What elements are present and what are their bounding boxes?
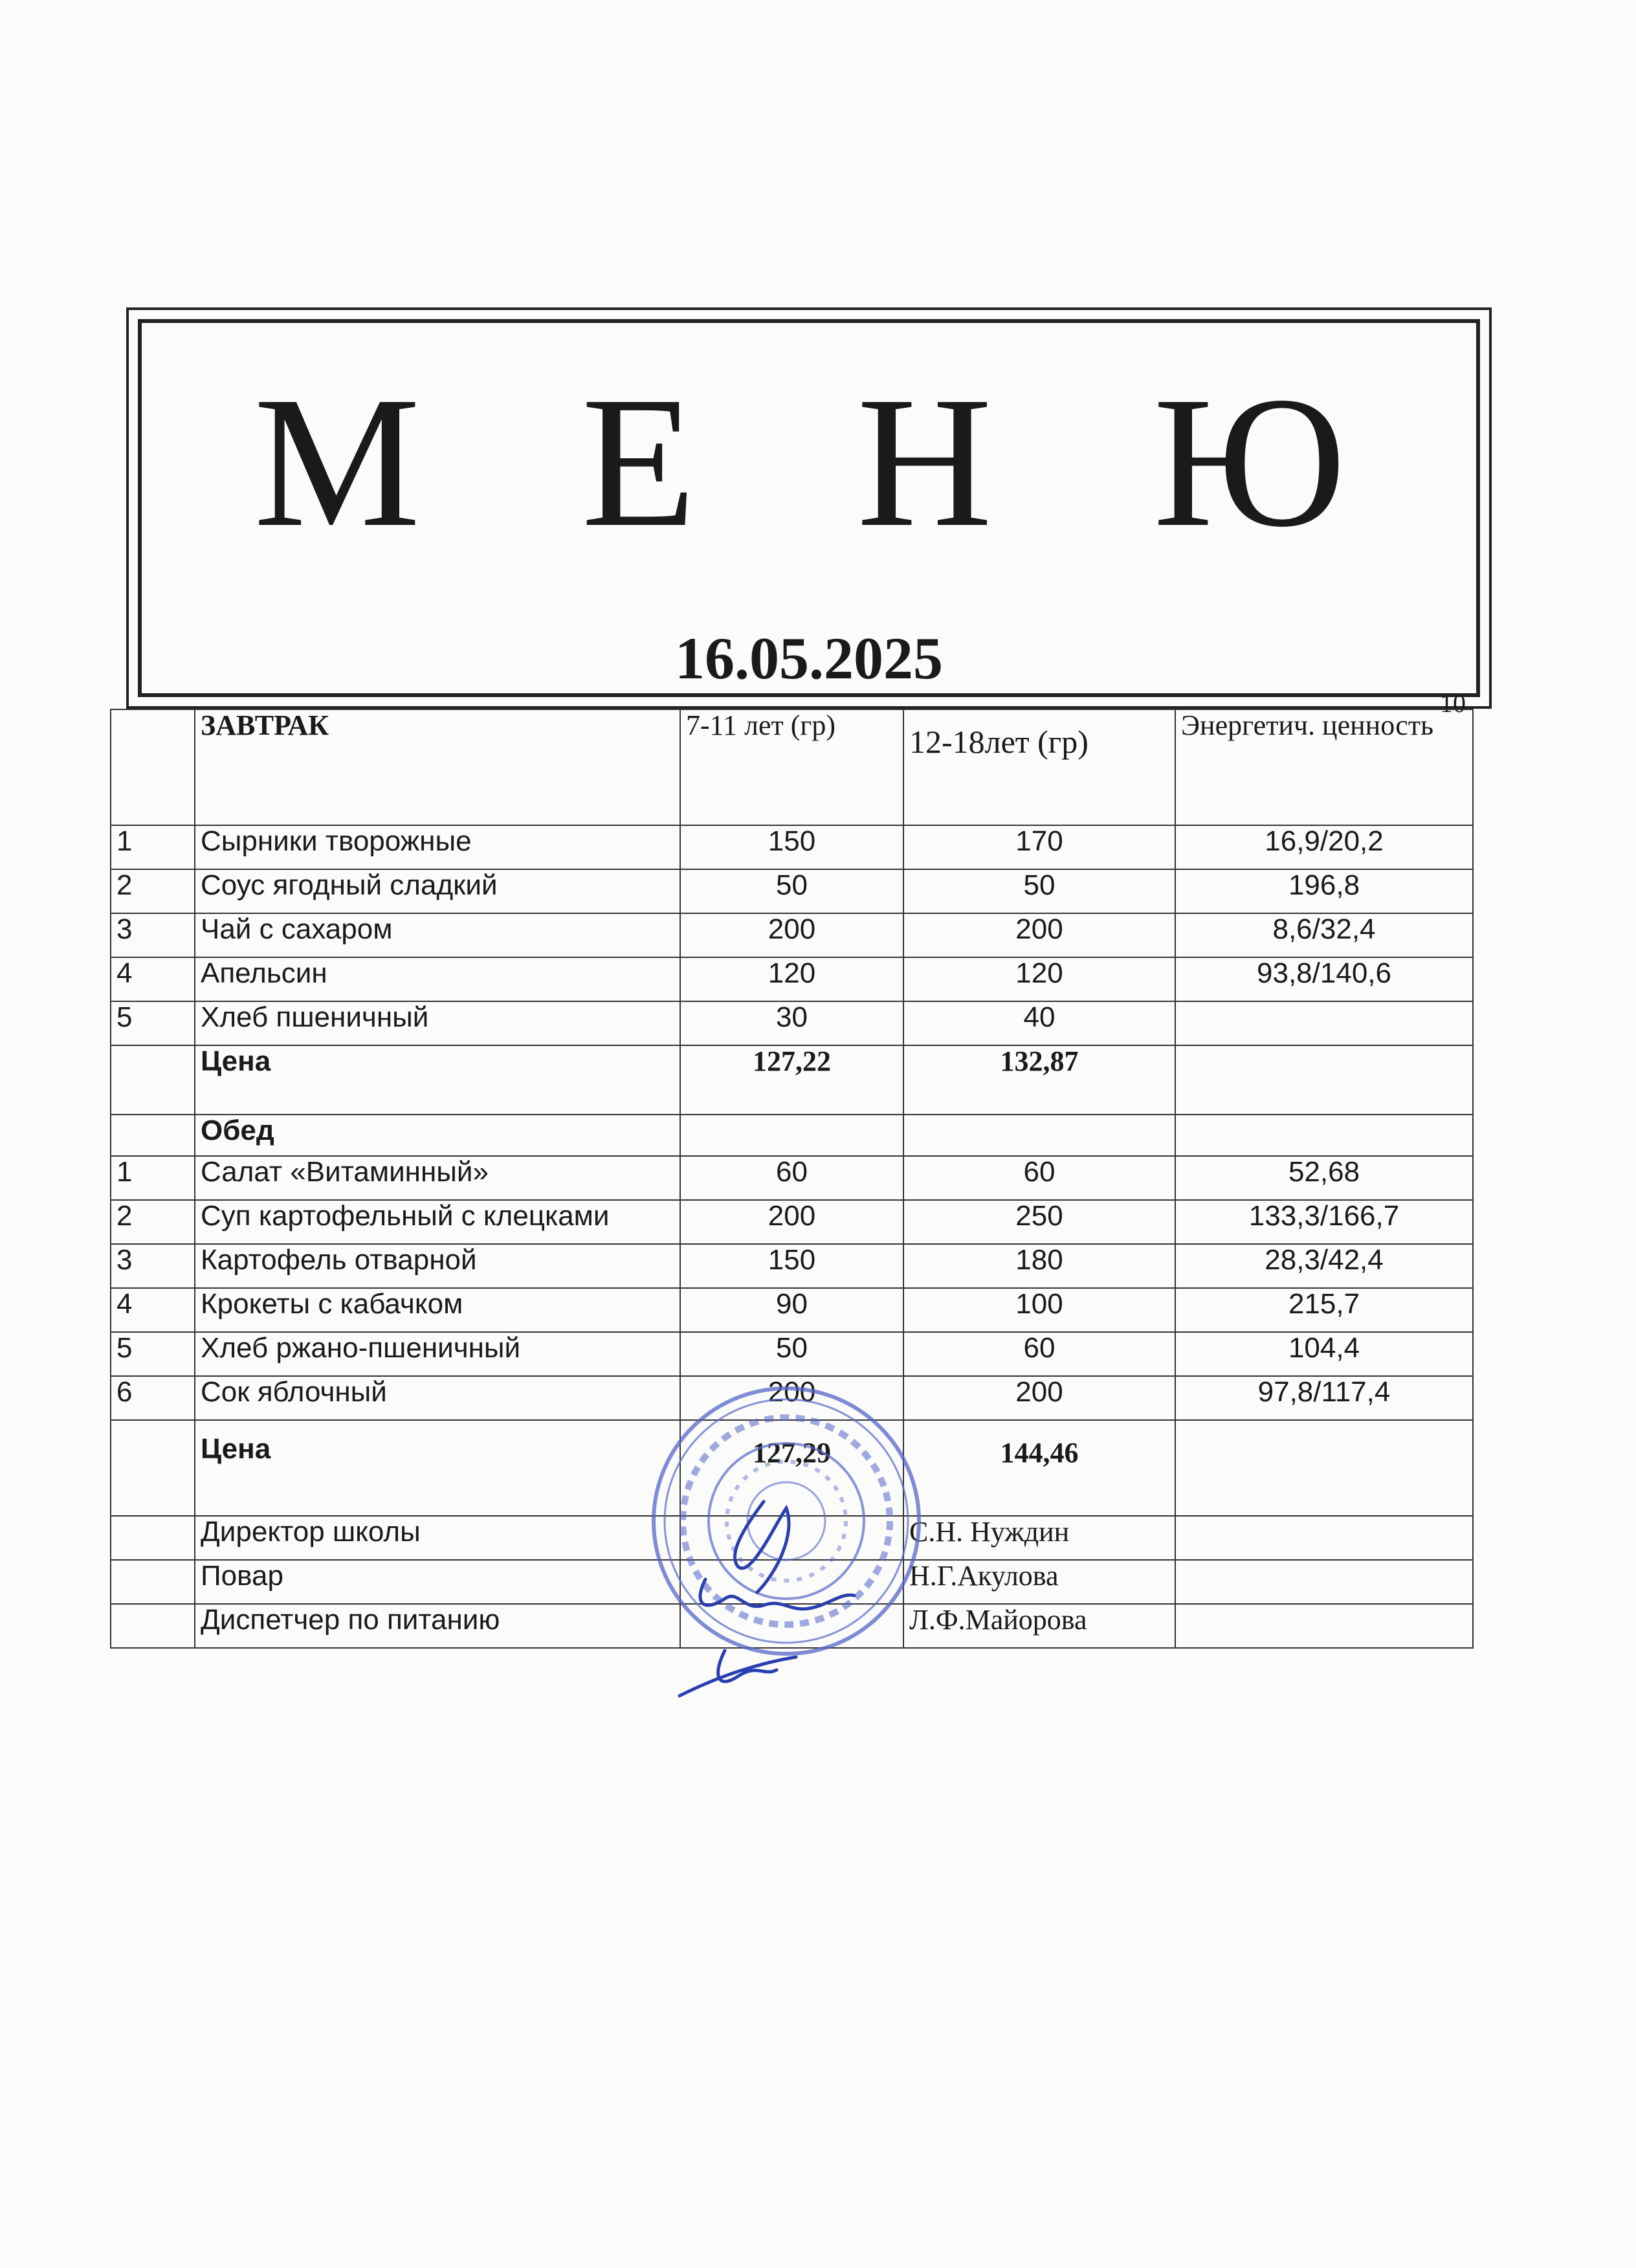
item-portion-12-18: 100	[903, 1288, 1175, 1332]
table-row	[111, 1244, 1473, 1288]
item-energy: 93,8/140,6	[1175, 957, 1473, 1001]
price-12-18: 132,87	[903, 1045, 1175, 1115]
item-portion-7-11: 150	[680, 1244, 903, 1288]
table-row	[111, 1288, 1473, 1332]
signature-role: Повар	[195, 1560, 680, 1604]
item-portion-12-18: 60	[903, 1156, 1175, 1200]
column-header-age-7-11: 7-11 лет (гр)	[680, 709, 903, 825]
signature-role: Директор школы	[195, 1516, 680, 1560]
item-portion-12-18: 50	[903, 869, 1175, 913]
item-portion-7-11: 200	[680, 913, 903, 957]
item-number: 2	[111, 869, 195, 913]
empty-cell	[111, 1420, 195, 1516]
empty-cell	[111, 1115, 195, 1156]
item-portion-7-11: 60	[680, 1156, 903, 1200]
item-portion-7-11: 200	[680, 1376, 903, 1420]
breakfast-price-row	[111, 1045, 1473, 1115]
menu-table	[110, 709, 1474, 1649]
item-name: Крокеты с кабачком	[195, 1288, 680, 1332]
item-portion-12-18: 200	[903, 913, 1175, 957]
item-number: 6	[111, 1376, 195, 1420]
empty-cell	[680, 1115, 903, 1156]
lunch-header: Обед	[195, 1115, 680, 1156]
item-name: Соус ягодный сладкий	[195, 869, 680, 913]
empty-cell	[1175, 1115, 1473, 1156]
item-energy	[1175, 1001, 1473, 1045]
item-portion-7-11: 120	[680, 957, 903, 1001]
breakfast-header: ЗАВТРАК	[195, 709, 680, 825]
empty-cell	[680, 1560, 903, 1604]
table-row	[111, 1156, 1473, 1200]
empty-cell	[903, 1115, 1175, 1156]
item-name: Апельсин	[195, 957, 680, 1001]
item-energy: 104,4	[1175, 1332, 1473, 1376]
table-row	[111, 1376, 1473, 1420]
item-portion-7-11: 90	[680, 1288, 903, 1332]
title-frame	[138, 319, 1480, 697]
item-portion-12-18: 250	[903, 1200, 1175, 1244]
item-energy: 133,3/166,7	[1175, 1200, 1473, 1244]
table-row	[111, 869, 1473, 913]
item-portion-12-18: 180	[903, 1244, 1175, 1288]
item-name: Чай с сахаром	[195, 913, 680, 957]
table-row	[111, 1001, 1473, 1045]
item-name: Сырники творожные	[195, 825, 680, 869]
price-12-18: 144,46	[903, 1420, 1175, 1516]
signature-row	[111, 1516, 1473, 1560]
item-number: 1	[111, 1156, 195, 1200]
signature-role: Диспетчер по питанию	[195, 1604, 680, 1648]
item-portion-12-18: 60	[903, 1332, 1175, 1376]
item-portion-12-18: 40	[903, 1001, 1175, 1045]
item-energy: 215,7	[1175, 1288, 1473, 1332]
empty-cell	[1175, 1420, 1473, 1516]
header-empty-cell	[111, 709, 195, 825]
item-energy: 8,6/32,4	[1175, 913, 1473, 957]
item-portion-12-18: 200	[903, 1376, 1175, 1420]
empty-cell	[111, 1516, 195, 1560]
item-number: 1	[111, 825, 195, 869]
item-name: Сок яблочный	[195, 1376, 680, 1420]
item-name: Картофель отварной	[195, 1244, 680, 1288]
item-portion-12-18: 120	[903, 957, 1175, 1001]
item-number: 2	[111, 1200, 195, 1244]
column-header-energy: Энергетич. ценность	[1175, 709, 1473, 825]
empty-cell	[680, 1604, 903, 1648]
item-portion-7-11: 30	[680, 1001, 903, 1045]
table-row	[111, 825, 1473, 869]
item-number: 5	[111, 1332, 195, 1376]
item-number: 5	[111, 1001, 195, 1045]
item-number: 4	[111, 957, 195, 1001]
signature-name: С.Н. Нуждин	[903, 1516, 1175, 1560]
item-energy: 52,68	[1175, 1156, 1473, 1200]
price-label: Цена	[195, 1045, 680, 1115]
empty-cell	[111, 1045, 195, 1115]
signature-name: Н.Г.Акулова	[903, 1560, 1175, 1604]
table-row	[111, 957, 1473, 1001]
lunch-section-row	[111, 1115, 1473, 1156]
menu-date: 16.05.2025	[675, 625, 943, 691]
item-name: Хлеб ржано-пшеничный	[195, 1332, 680, 1376]
column-header-age-12-18: 12-18лет (гр)	[903, 709, 1175, 825]
empty-cell	[111, 1604, 195, 1648]
item-number: 3	[111, 913, 195, 957]
price-7-11: 127,22	[680, 1045, 903, 1115]
empty-cell	[1175, 1560, 1473, 1604]
item-portion-7-11: 50	[680, 869, 903, 913]
price-7-11: 127,29	[680, 1420, 903, 1516]
item-portion-7-11: 50	[680, 1332, 903, 1376]
item-portion-12-18: 170	[903, 825, 1175, 869]
item-name: Суп картофельный с клецками	[195, 1200, 680, 1244]
page-number: 10	[1440, 689, 1466, 718]
price-label: Цена	[195, 1420, 680, 1516]
lunch-price-row	[111, 1420, 1473, 1516]
item-portion-7-11: 150	[680, 825, 903, 869]
item-energy: 196,8	[1175, 869, 1473, 913]
table-row	[111, 913, 1473, 957]
empty-cell	[1175, 1516, 1473, 1560]
page-title: М Е Н Ю	[254, 358, 1403, 566]
item-number: 3	[111, 1244, 195, 1288]
item-energy: 28,3/42,4	[1175, 1244, 1473, 1288]
title-box	[126, 307, 1492, 709]
table-header-row	[111, 709, 1473, 825]
empty-cell	[680, 1516, 903, 1560]
table-row	[111, 1332, 1473, 1376]
item-name: Хлеб пшеничный	[195, 1001, 680, 1045]
item-energy: 16,9/20,2	[1175, 825, 1473, 869]
item-name: Салат «Витаминный»	[195, 1156, 680, 1200]
empty-cell	[1175, 1045, 1473, 1115]
item-number: 4	[111, 1288, 195, 1332]
table-row	[111, 1200, 1473, 1244]
signature-row	[111, 1560, 1473, 1604]
signature-row	[111, 1604, 1473, 1648]
signature-name: Л.Ф.Майорова	[903, 1604, 1175, 1648]
empty-cell	[111, 1560, 195, 1604]
item-portion-7-11: 200	[680, 1200, 903, 1244]
empty-cell	[1175, 1604, 1473, 1648]
item-energy: 97,8/117,4	[1175, 1376, 1473, 1420]
